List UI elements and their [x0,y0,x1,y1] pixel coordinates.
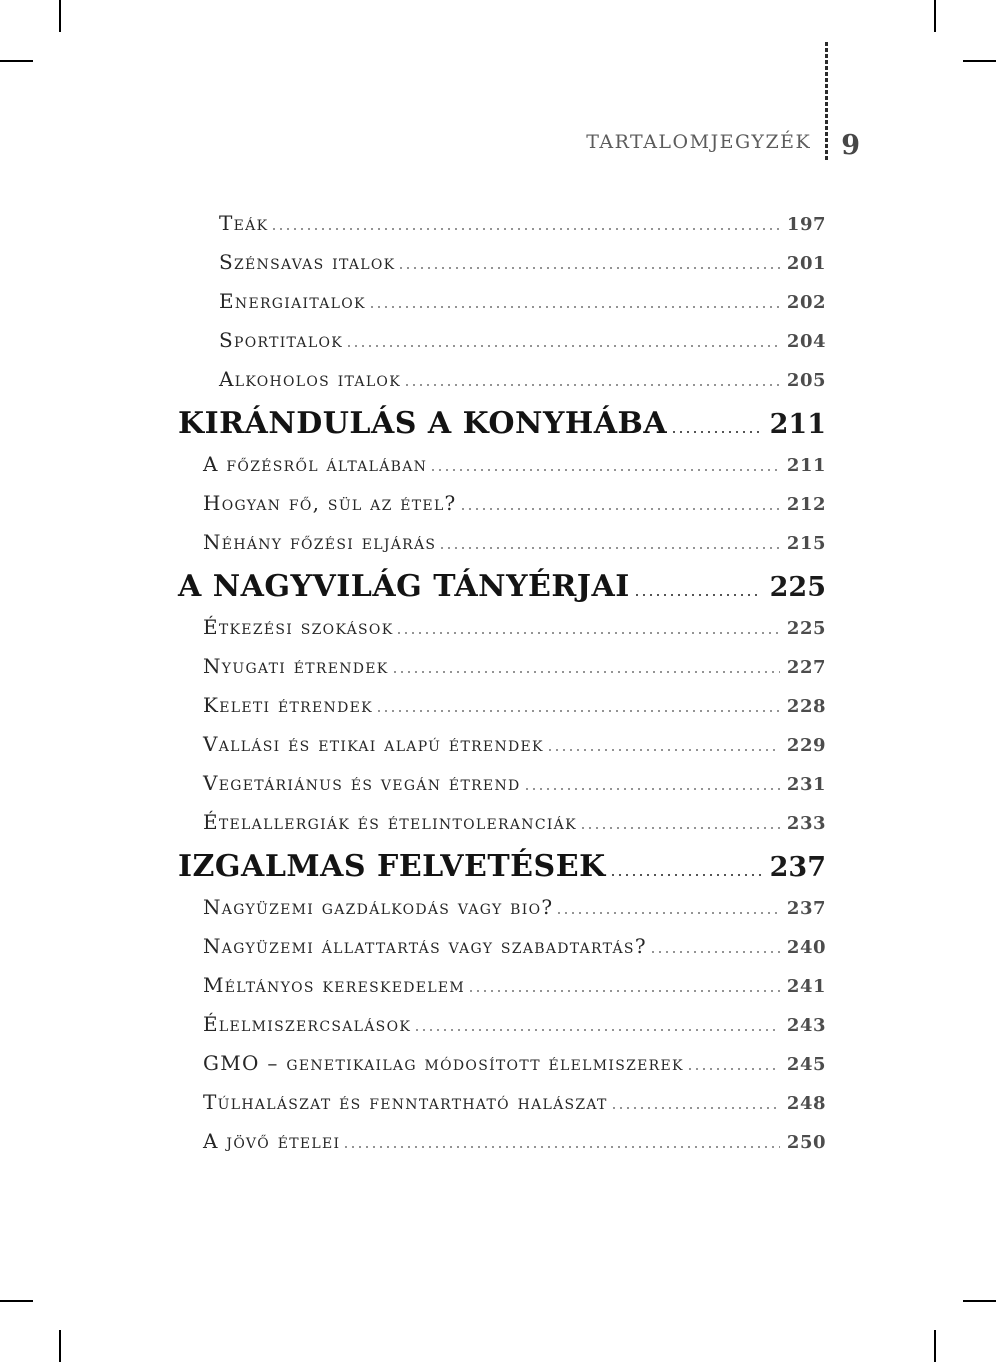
toc-chapter-page-number: 237 [769,852,826,883]
toc-entry-page-number: 212 [786,494,826,515]
toc-chapter-title: KIRÁNDULÁS A KONYHÁBA [178,406,668,441]
page-number: 9 [841,130,860,161]
dot-leader [441,547,780,549]
toc-entry-title: Szénsavas italok [219,250,396,274]
toc-entry-title: Vegetáriánus és vegán étrend [203,771,521,795]
toc-entry-page-number: 248 [786,1093,826,1114]
toc-entry-row [178,368,826,391]
toc-entry-page-number: 215 [786,533,826,554]
toc-entry-page-number: 237 [786,898,826,919]
toc-chapter-row [178,407,826,441]
toc-entry-page-number: 250 [786,1132,826,1153]
toc-entry-title: Ételallergiák és ételintoleranciák [203,810,577,834]
running-header-title: TARTALOMJEGYZÉK [586,131,812,153]
toc-entry-page-number: 204 [786,331,826,352]
toc-entry-row [178,935,826,958]
dot-leader [371,306,780,308]
toc-entry-title: Sportitalok [219,328,343,352]
crop-mark-bottom-left-horizontal [0,1300,33,1302]
toc-chapter-row [178,570,826,604]
crop-mark-bottom-left-vertical [59,1330,61,1362]
toc-entry-row [178,251,826,274]
dot-leader [432,469,780,471]
toc-entry-page-number: 233 [786,813,826,834]
dot-leader [345,1146,780,1148]
toc-entry-page-number: 227 [786,657,826,678]
toc-entry-title: Nagyüzemi állattartás vagy szabadtartás? [203,934,647,958]
dot-leader [416,1029,780,1031]
toc-entry-page-number: 243 [786,1015,826,1036]
toc-entry-page-number: 241 [786,976,826,997]
toc-entry-row [178,655,826,678]
dot-leader [689,1068,780,1070]
dot-leader [673,431,761,433]
toc-chapter-title: A NAGYVILÁG TÁNYÉRJAI [178,569,630,604]
toc-entry-title: Túlhalászat és fenntartható halászat [203,1090,608,1114]
dot-leader [613,1107,780,1109]
toc-entry-title: A jövő ételei [203,1129,341,1153]
toc-chapter-page-number: 211 [769,409,826,440]
toc-entry-row [178,772,826,795]
dot-leader [398,632,779,634]
toc-entry-row [178,616,826,639]
toc-entry-row [178,896,826,919]
toc-entry-title: GMO – genetikailag módosított élelmiszerek [203,1051,684,1075]
crop-mark-bottom-right-horizontal [963,1300,996,1302]
toc-entry-page-number: 231 [786,774,826,795]
dot-leader [400,267,780,269]
toc-entry-title: Alkoholos italok [219,367,401,391]
toc-entry-row [178,492,826,515]
toc-entry-title: A főzésről általában [203,452,428,476]
dot-leader [558,912,780,914]
toc-entry-page-number: 201 [786,253,826,274]
toc-entry-title: Vallási és etikai alapú étrendek [203,732,544,756]
toc-entry-page-number: 197 [786,214,826,235]
dot-leader [526,788,780,790]
dot-leader [273,228,780,230]
dot-leader [406,384,780,386]
toc-entry-row [178,1130,826,1153]
toc-entry-title: Energiaitalok [219,289,366,313]
toc-entry-row [178,212,826,235]
toc-entry-title: Nagyüzemi gazdálkodás vagy bio? [203,895,554,919]
toc-entry-row [178,733,826,756]
crop-mark-top-left-horizontal [0,60,33,62]
dot-leader [582,827,780,829]
toc-entry-page-number: 225 [786,618,826,639]
dot-leader [378,710,780,712]
crop-mark-bottom-right-vertical [934,1330,936,1362]
toc-entry-title: Étkezési szokások [203,615,394,639]
crop-mark-top-right-vertical [934,0,936,32]
dot-leader [470,990,780,992]
toc-chapter-page-number: 225 [769,572,826,603]
toc-entry-row [178,811,826,834]
toc-entry-page-number: 240 [786,937,826,958]
dot-leader [348,345,780,347]
toc-entry-title: Hogyan fő, sül az étel? [203,491,457,515]
toc-entry-title: Teák [219,211,269,235]
toc-entry-row [178,1091,826,1114]
table-of-contents [178,212,826,1169]
toc-entry-row [178,329,826,352]
toc-entry-title: Keleti étrendek [203,693,373,717]
toc-entry-row [178,531,826,554]
toc-entry-page-number: 211 [786,455,826,476]
running-header [586,42,860,160]
dot-leader [462,508,780,510]
toc-chapter-title: IZGALMAS FELVETÉSEK [178,849,606,884]
toc-entry-row [178,1013,826,1036]
header-dashed-divider [825,42,828,160]
toc-entry-row [178,974,826,997]
toc-entry-row [178,453,826,476]
crop-mark-top-left-vertical [59,0,61,32]
toc-chapter-row [178,850,826,884]
toc-entry-row [178,1052,826,1075]
toc-entry-title: Néhány főzési eljárás [203,530,437,554]
toc-entry-page-number: 229 [786,735,826,756]
toc-entry-title: Méltányos kereskedelem [203,973,466,997]
toc-entry-title: Élelmiszercsalások [203,1012,412,1036]
toc-entry-page-number: 202 [786,292,826,313]
toc-entry-row [178,290,826,313]
toc-entry-row [178,694,826,717]
dot-leader [394,671,780,673]
dot-leader [612,874,761,876]
dot-leader [549,749,780,751]
toc-entry-title: Nyugati étrendek [203,654,389,678]
dot-leader [652,951,780,953]
toc-entry-page-number: 205 [786,370,826,391]
toc-entry-page-number: 228 [786,696,826,717]
toc-entry-page-number: 245 [786,1054,826,1075]
crop-mark-top-right-horizontal [963,60,996,62]
dot-leader [636,594,761,596]
